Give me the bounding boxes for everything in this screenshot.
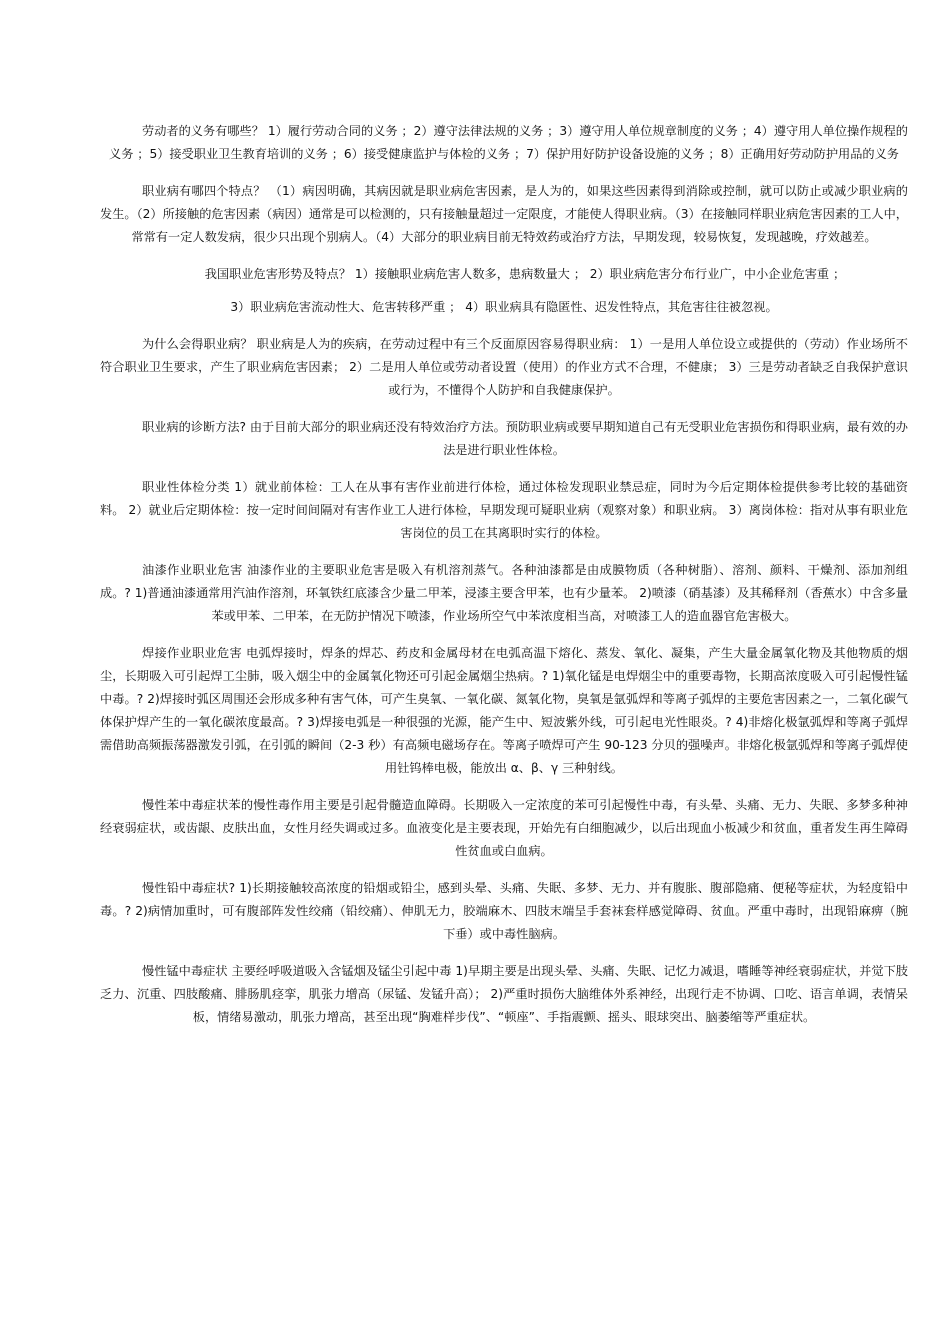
paragraph-lead-poisoning: 慢性铅中毒症状? 1)长期接触较高浓度的铅烟或铅尘，感到头晕、头痛、失眠、多梦、无力、并有腹胀、腹部隐痛、便秘等症状，为轻度铅中毒。? 2)病情加重时，可有腹部阵发性绞痛（铅绞痛）、伸肌无力，胶端麻木、四肢末端呈手套袜套样感觉障碍、贫血。严重中毒时，出现铅麻痹（腕下垂）或中毒性脑病。 — [100, 881, 908, 941]
paragraph-exam-types: 职业性体检分类 1）就业前体检：工人在从事有害作业前进行体检，通过体检发现职业禁忌症，同时为今后定期体检提供参考比较的基础资料。 2）就业后定期体检：按一定时间间隔对有害作业工人进行体检，早期发现可疑职业病（观察对象）和职业病。 3）离岗体检：指对从事有职业危害岗位的员工在其离职时实行的体检。 — [100, 480, 908, 540]
paragraph-painting-hazard: 油漆作业职业危害 油漆作业的主要职业危害是吸入有机溶剂蒸气。各种油漆都是由成膜物质（各种树脂）、溶剂、颜料、干燥剂、添加剂组成。? 1)普通油漆通常用汽油作溶剂，环氧铁红底漆含少量二甲苯，浸漆主要含甲苯，也有少量苯。 2)喷漆（硝基漆）及其稀释剂（香蕉水）中含多量苯或甲苯、二甲苯，在无防护情况下喷漆，作业场所空气中苯浓度相当高，对喷漆工人的造血器官危害极大。 — [100, 563, 908, 623]
paragraph-manganese-poisoning: 慢性锰中毒症状 主要经呼吸道吸入含锰烟及锰尘引起中毒 1)早期主要是出现头晕、头痛、失眠、记忆力减退，嗜睡等神经衰弱症状，并觉下肢乏力、沉重、四肢酸痛、腓肠肌痉挛，肌张力增高（尿锰、发锰升高）； 2)严重时损伤大脑维体外系神经，出现行走不协调、口吃、语言单调，表情呆板，情绪易激动，肌张力增高，甚至出现“胸难样步伐”、“顿座”、手指震颤、摇头、眼球突出、脑萎缩等严重症状。 — [100, 964, 908, 1024]
paragraph-benzene-poisoning: 慢性苯中毒症状苯的慢性毒作用主要是引起骨髓造血障碍。长期吸入一定浓度的苯可引起慢性中毒，有头晕、头痛、无力、失眠、多梦多种神经衰弱症状，或齿龈、皮肤出血，女性月经失调或过多。血液变化是主要表现，开始先有白细胞减少，以后出现血小板减少和贫血，重者发生再生障碍性贫血或白血病。 — [100, 798, 908, 858]
paragraph-welding-hazard: 焊接作业职业危害 电弧焊接时，焊条的焊芯、药皮和金属母材在电弧高温下熔化、蒸发、氧化、凝集，产生大量金属氧化物及其他物质的烟尘，长期吸入可引起焊工尘肺，吸入烟尘中的金属氧化物还可引起金属烟尘热病。? 1)氧化锰是电焊烟尘中的重要毒物，长期高浓度吸入可引起慢性锰中毒。? 2)焊接时弧区周围还会形成多种有害气体，可产生臭氧、一氧化碳、氮氧化物，臭氧是氩弧焊和等离子弧焊的主要危害因素之一，二氧化碳气体保护焊产生的一氧化碳浓度最高。? 3)焊接电弧是一种很强的光源，能产生中、短波紫外线，可引起电光性眼炎。? 4)非熔化极氩弧焊和等离子弧焊需借助高频振荡器激发引弧，在引弧的瞬间（2-3 秒）有高频电磁场存在。等离子喷焊可产生 90-123 分贝的强噪声。非熔化极氩弧焊和等离子弧焊使用钍钨棒电极，能放出 α、β、γ 三种射线。 — [100, 646, 908, 775]
paragraph-hazard-situation: 我国职业危害形势及特点？ 1）接触职业病危害人数多，患病数量大 ； 2）职业病危害分布行业广，中小企业危害重 ； — [204, 267, 846, 281]
paragraph-disease-characteristics: 职业病有哪四个特点？ （1）病因明确，其病因就是职业病危害因素，是人为的，如果这些因素得到消除或控制，就可以防止或减少职业病的发生。（2）所接触的危害因素（病因）通常是可以检测的，只有接触量超过一定限度，才能使人得职业病。（3）在接触同样职业病危害因素的工人中，常常有一定人数发病，很少只出现个别病人。（4）大部分的职业病目前无特效药或治疗方法，早期发现，较易恢复，发现越晚，疗效越差。 — [100, 184, 908, 244]
paragraph-why-disease: 为什么会得职业病？ 职业病是人为的疾病，在劳动过程中有三个反面原因容易得职业病： 1）一是用人单位设立或提供的（劳动）作业场所不符合职业卫生要求，产生了职业病危害因素； 2）二是用人单位或劳动者设置（使用）的作业方式不合理，不健康； 3）三是劳动者缺乏自我保护意识或行为，不懂得个人防护和自我健康保护。 — [100, 337, 908, 397]
paragraph-worker-duties: 劳动者的义务有哪些？ 1）履行劳动合同的义务 ；2）遵守法律法规的义务 ；3）遵守用人单位规章制度的义务 ；4）遵守用人单位操作规程的义务 ；5）接受职业卫生教育培训的义务 ；6）接受健康监护与体检的义务 ；7）保护用好防护设备设施的义务 ；8）正确用好劳动防护用品的义务 — [109, 124, 908, 161]
document-page — [100, 120, 908, 1043]
paragraph-hazard-situation-cont: 3）职业病危害流动性大、危害转移严重 ； 4）职业病具有隐匿性、迟发性特点，其危害往往被忽视。 — [230, 300, 778, 314]
paragraph-diagnosis-method: 职业病的诊断方法? 由于目前大部分的职业病还没有特效治疗方法。预防职业病或要早期知道自己有无受职业危害损伤和得职业病，最有效的办法是进行职业性体检。 — [142, 420, 908, 457]
